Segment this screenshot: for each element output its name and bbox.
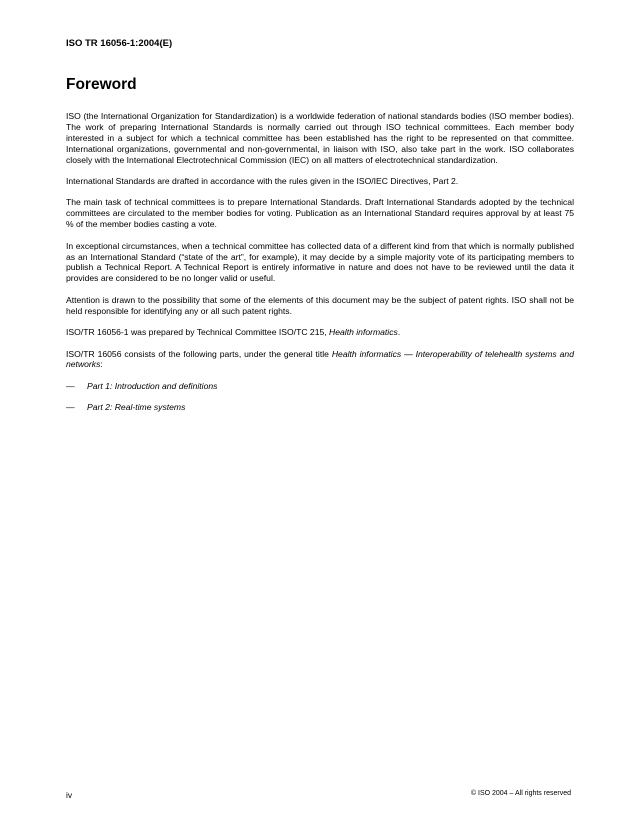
paragraph-directives: International Standards are drafted in accordance with the rules given in the ISO/IEC Directives, Part 2. — [66, 176, 459, 187]
paragraph-committees-task: The main task of technical committees is to prepare International Standards. Draft International Standards adopted by the technical committees are circulated to the member bodies for voting. Publication as an International Standard requires approval by at least 75 % of the member bodies casting a vote. — [66, 197, 574, 230]
paragraph-patent-rights: Attention is drawn to the possibility that some of the elements of this document may be the subject of patent rights. ISO shall not be held responsible for identifying any or all such patent rights. — [66, 294, 574, 316]
document-id-header: ISO TR 16056-1:2004(E) — [66, 38, 173, 49]
paragraph-parts-intro — [66, 349, 574, 371]
part-1-title: Part 1: Introduction and definitions — [87, 380, 218, 391]
foreword-body — [66, 111, 574, 424]
parts-intro-end: : — [100, 359, 103, 370]
list-item — [66, 381, 574, 392]
paragraph-prepared-by — [66, 327, 574, 338]
parts-intro-text: ISO/TR 16056 consists of the following parts, under the general title — [66, 348, 332, 359]
list-item — [66, 402, 574, 413]
general-title: Health informatics — Interoperability of telehealth systems and networks — [66, 348, 574, 370]
paragraph-iso-federation: ISO (the International Organization for Standardization) is a worldwide federation of national standards bodies (ISO member bodies). The work of preparing International Standards is normally carried out through ISO technical committees. Each member body interested in a subject for which a technical committee has been established has the right to be represented on that committee. International organizations, governmental and non-governmental, in liaison with ISO, also take part in the work. ISO collaborates closely with the International Electrotechnical Commission (IEC) on all matters of electrotechnical standardization. — [66, 111, 574, 165]
paragraph-technical-report: In exceptional circumstances, when a technical committee has collected data of a different kind from that which is normally published as an International Standard (“state of the art”, for example), it may decide by a simple majority vote of its participating members to publish a Technical Report. A Technical Report is entirely informative in nature and does not have to be reviewed until the data it provides are considered to be no longer valid or useful. — [66, 240, 574, 284]
dash-bullet: — — [66, 402, 75, 413]
prepared-by-end: . — [397, 327, 401, 338]
part-2-title: Part 2: Real-time systems — [87, 402, 186, 413]
committee-title: Health informatics — [329, 327, 398, 338]
dash-bullet: — — [66, 380, 75, 391]
page-number: iv — [66, 790, 73, 800]
prepared-by-text: ISO/TR 16056-1 was prepared by Technical Committee ISO/TC 215, — [66, 327, 330, 338]
page-title: Foreword — [66, 76, 137, 93]
copyright-notice: © ISO 2004 – All rights reserved — [470, 790, 571, 797]
